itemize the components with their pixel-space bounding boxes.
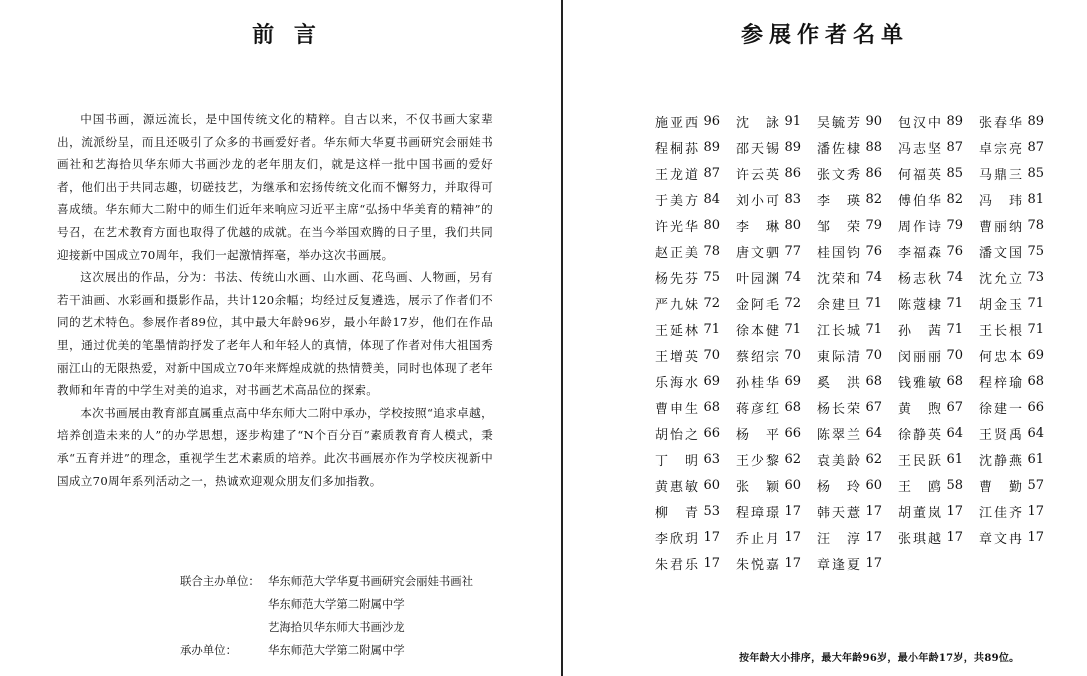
- artist-entry: [979, 290, 1059, 316]
- artist-age: 66: [703, 425, 720, 441]
- artist-age: 17: [784, 529, 801, 545]
- preface-paragraph-3: 本次书画展由教育部直属重点高中华东师大二附中承办，学校按照“追求卓越，培养创造未来的人”的办学思想，逐步构建了“N个百分百”素质教育育人模式，秉承“五育并进”的理念，重视学生艺术素质的培养。此次书画展亦作为学校庆视新中国成立70周年系列活动之一，热诚欢迎观众朋友们多加指教。: [57, 405, 493, 488]
- artist-entry: [979, 472, 1059, 498]
- artist-entry: [979, 524, 1059, 550]
- artist-age: 72: [703, 295, 720, 311]
- artist-entry: [655, 212, 736, 238]
- artist-name: 冯 玮: [979, 193, 1022, 209]
- artist-age: 67: [865, 399, 882, 415]
- artist-entry: [736, 160, 817, 186]
- artist-name: 乐海水: [655, 375, 698, 391]
- artist-age: 17: [865, 555, 882, 571]
- artist-age: 58: [946, 477, 963, 493]
- artist-entry: [817, 316, 898, 342]
- organizer-name: 华东师范大学第二附属中学: [268, 643, 405, 657]
- artist-age: 72: [784, 295, 801, 311]
- artist-age: 61: [946, 451, 963, 467]
- artist-name: 杨先芬: [655, 271, 698, 287]
- artist-entry: [979, 368, 1059, 394]
- artist-name: 邵天锡: [736, 141, 779, 157]
- organizer-label: [180, 593, 268, 616]
- artist-name: 朱悦嘉: [736, 557, 779, 573]
- artist-age: 69: [1027, 347, 1044, 363]
- artist-name: 张文秀: [817, 167, 860, 183]
- artist-entry: [736, 134, 817, 160]
- artist-age: 68: [946, 373, 963, 389]
- artist-age: 68: [1027, 373, 1044, 389]
- artist-name: 丁 明: [655, 453, 698, 469]
- artist-name: 袁美龄: [817, 453, 860, 469]
- artist-entry: [817, 160, 898, 186]
- artist-age: 63: [703, 451, 720, 467]
- artist-name: 章文冉: [979, 531, 1022, 547]
- organizer-name: 艺海拾贝华东师大书画沙龙: [268, 620, 405, 634]
- artist-entry: [655, 316, 736, 342]
- artist-entry: [817, 134, 898, 160]
- artist-entry: [979, 134, 1059, 160]
- artist-entry: [817, 498, 898, 524]
- artist-name: 潘佐棣: [817, 141, 860, 157]
- artist-name: 汪 淳: [817, 531, 860, 547]
- artist-age: 57: [1027, 477, 1044, 493]
- artist-entry: [898, 108, 979, 134]
- artist-entry: [736, 186, 817, 212]
- artist-age: 78: [1027, 217, 1044, 233]
- preface-title: 前 言: [252, 22, 322, 48]
- artist-age: 17: [784, 555, 801, 571]
- artist-name: 曹申生: [655, 401, 698, 417]
- artist-name: 黄 煦: [898, 401, 941, 417]
- artist-name: 李 琳: [736, 219, 779, 235]
- artist-age: 85: [946, 165, 963, 181]
- artist-entry: [655, 238, 736, 264]
- artist-age: 17: [865, 529, 882, 545]
- artist-age: 71: [865, 321, 882, 337]
- artist-name: 程梓瑜: [979, 375, 1022, 391]
- artist-name: 赵正美: [655, 245, 698, 261]
- artist-age: 89: [946, 113, 963, 129]
- artist-age: 71: [1027, 321, 1044, 337]
- artist-name: 刘小可: [736, 193, 779, 209]
- artist-name: 沈静燕: [979, 453, 1022, 469]
- artist-age: 85: [1027, 165, 1044, 181]
- artist-name: 沈荣和: [817, 271, 860, 287]
- artist-age: 17: [946, 529, 963, 545]
- artist-entry: [817, 550, 898, 576]
- artist-age: 90: [865, 113, 882, 129]
- artist-age: 83: [784, 191, 801, 207]
- artist-entry: [736, 498, 817, 524]
- artist-age: 78: [703, 243, 720, 259]
- artist-entry: [898, 134, 979, 160]
- artist-name: 何忠本: [979, 349, 1022, 365]
- artist-entry: [655, 550, 736, 576]
- artist-entry: [736, 472, 817, 498]
- artist-name: 周作诗: [898, 219, 941, 235]
- artist-entry: [655, 160, 736, 186]
- artist-name: 唐文驷: [736, 245, 779, 261]
- artist-name: 吴毓芳: [817, 115, 860, 131]
- artist-entry: [655, 394, 736, 420]
- artist-age: 60: [784, 477, 801, 493]
- artist-name: 程桐荪: [655, 141, 698, 157]
- artist-name: 杨志秋: [898, 271, 941, 287]
- artist-age: 86: [865, 165, 882, 181]
- artist-age: 70: [703, 347, 720, 363]
- artist-entry: [817, 342, 898, 368]
- artist-age: 74: [865, 269, 882, 285]
- artist-entry: [979, 420, 1059, 446]
- artist-name: 冯志坚: [898, 141, 941, 157]
- artist-age: 68: [784, 399, 801, 415]
- artist-age: 71: [703, 321, 720, 337]
- artist-entry: [655, 524, 736, 550]
- artist-age: 71: [784, 321, 801, 337]
- artist-entry: [979, 316, 1059, 342]
- artist-name: 黄惠敏: [655, 479, 698, 495]
- artist-name: 许光华: [655, 219, 698, 235]
- organizer-label: 联合主办单位：: [180, 574, 260, 588]
- artist-entry: [817, 472, 898, 498]
- artist-entry: [898, 446, 979, 472]
- artist-name: 孙桂华: [736, 375, 779, 391]
- artist-name: 王少黎: [736, 453, 779, 469]
- artist-name: 钱雅敏: [898, 375, 941, 391]
- artist-age: 17: [1027, 529, 1044, 545]
- artist-age: 79: [865, 217, 882, 233]
- artist-age: 89: [784, 139, 801, 155]
- artist-name: 胡金玉: [979, 297, 1022, 313]
- artist-age: 75: [703, 269, 720, 285]
- artist-age: 60: [865, 477, 882, 493]
- organizer-name: 华东师范大学华夏书画研究会丽娃书画社: [268, 574, 474, 588]
- artist-name: 严九妹: [655, 297, 698, 313]
- artist-age: 89: [1027, 113, 1044, 129]
- artist-entry: [655, 446, 736, 472]
- organizer-row: [180, 570, 473, 593]
- artist-entry: [817, 524, 898, 550]
- artist-name: 徐建一: [979, 401, 1022, 417]
- organizer-row: [180, 593, 473, 616]
- artist-name-grid: [655, 108, 1059, 576]
- artist-name: 李欣玥: [655, 531, 698, 547]
- artist-name: 李 瑛: [817, 193, 860, 209]
- artist-entry: [736, 342, 817, 368]
- artist-name: 朱君乐: [655, 557, 698, 573]
- artist-name: 闵丽丽: [898, 349, 941, 365]
- artist-age: 88: [865, 139, 882, 155]
- artist-age: 96: [703, 113, 720, 129]
- artist-entry: [898, 264, 979, 290]
- artist-entry: [736, 264, 817, 290]
- artist-age: 91: [784, 113, 801, 129]
- artist-name: 潘文国: [979, 245, 1022, 261]
- artist-entry: [979, 498, 1059, 524]
- artist-name: 蔡绍宗: [736, 349, 779, 365]
- artist-age: 82: [865, 191, 882, 207]
- artist-age: 61: [1027, 451, 1044, 467]
- artist-name: 王民跃: [898, 453, 941, 469]
- artist-name: 桂国钧: [817, 245, 860, 261]
- artist-entry: [898, 290, 979, 316]
- artist-entry: [898, 472, 979, 498]
- artist-name: 曹 勤: [979, 479, 1022, 495]
- artist-name: 陈翠兰: [817, 427, 860, 443]
- artist-entry: [898, 160, 979, 186]
- artist-age: 66: [1027, 399, 1044, 415]
- artist-name: 杨长荣: [817, 401, 860, 417]
- artist-name: 王长根: [979, 323, 1022, 339]
- artist-entry: [898, 394, 979, 420]
- artist-age: 64: [865, 425, 882, 441]
- artist-name: 李福森: [898, 245, 941, 261]
- artist-age: 17: [784, 503, 801, 519]
- preface-paragraph-1: 中国书画，源远流长，是中国传统文化的精粹。自古以来，不仅书画大家辈出，流派纷呈，而且还吸引了众多的书画爱好者。华东师大华夏书画研究会丽娃书画社和艺海拾贝华东师大书画沙龙的老年朋友们，就是这样一批中国书画的爱好者，他们出于共同志趣，切磋技艺，为继承和宏扬传统文化而不懈努力，并取得可喜成绩。华东师大二附中的师生们近年来响应习近平主席“弘扬中华美育的精神”的号召，在艺术教育方面也取得了优越的成就。在当今举国欢腾的日子里，我们共同迎接新中国成立70周年，我们一起激情挥毫，举办这次书画展。: [57, 112, 493, 262]
- artist-age: 84: [703, 191, 720, 207]
- artist-name: 章逢夏: [817, 557, 860, 573]
- artist-entry: [817, 290, 898, 316]
- artist-entry: [736, 368, 817, 394]
- artist-age: 69: [784, 373, 801, 389]
- artist-entry: [898, 238, 979, 264]
- artist-entry: [979, 108, 1059, 134]
- artist-name: 江长城: [817, 323, 860, 339]
- artist-entry: [736, 316, 817, 342]
- artist-age: 64: [946, 425, 963, 441]
- artist-name: 徐本健: [736, 323, 779, 339]
- artist-age: 86: [784, 165, 801, 181]
- artist-age: 87: [1027, 139, 1044, 155]
- artist-name: 张琪越: [898, 531, 941, 547]
- organizer-name: 华东师范大学第二附属中学: [268, 597, 405, 611]
- artist-name: 于美方: [655, 193, 698, 209]
- artist-name: 王延林: [655, 323, 698, 339]
- artist-entry: [979, 160, 1059, 186]
- artist-age: 64: [1027, 425, 1044, 441]
- artist-name: 徐静英: [898, 427, 941, 443]
- artist-age: 76: [865, 243, 882, 259]
- artist-entry: [979, 186, 1059, 212]
- artist-age: 77: [784, 243, 801, 259]
- artist-entry: [979, 238, 1059, 264]
- artist-age: 71: [865, 295, 882, 311]
- artist-age: 69: [703, 373, 720, 389]
- artist-entry: [898, 498, 979, 524]
- artist-entry: [817, 108, 898, 134]
- artist-age: 80: [784, 217, 801, 233]
- organizer-row: [180, 639, 473, 662]
- artist-entry: [898, 342, 979, 368]
- artist-name: 王 鸥: [898, 479, 941, 495]
- artist-entry: [817, 394, 898, 420]
- artist-age: 70: [784, 347, 801, 363]
- organizer-label: [180, 616, 268, 639]
- artist-name: 沈允立: [979, 271, 1022, 287]
- artist-list-page: [563, 0, 1087, 676]
- artist-name: 蒋彦红: [736, 401, 779, 417]
- artist-age: 70: [865, 347, 882, 363]
- artist-entry: [979, 446, 1059, 472]
- artist-age: 17: [865, 503, 882, 519]
- artist-name: 王龙道: [655, 167, 698, 183]
- artist-entry: [817, 368, 898, 394]
- artist-entry: [898, 212, 979, 238]
- artist-age: 68: [703, 399, 720, 415]
- artist-age: 70: [946, 347, 963, 363]
- artist-entry: [655, 368, 736, 394]
- artist-entry: [817, 264, 898, 290]
- artist-name: 乔止月: [736, 531, 779, 547]
- artist-name: 傅伯华: [898, 193, 941, 209]
- artist-name: 许云英: [736, 167, 779, 183]
- artist-name: 余建旦: [817, 297, 860, 313]
- artist-name: 金阿毛: [736, 297, 779, 313]
- artist-entry: [655, 498, 736, 524]
- artist-age: 71: [1027, 295, 1044, 311]
- artist-list-title: 参展作者名单: [740, 22, 909, 48]
- artist-entry: [817, 420, 898, 446]
- artist-age: 68: [865, 373, 882, 389]
- artist-age: 17: [946, 503, 963, 519]
- artist-name: 杨 平: [736, 427, 779, 443]
- artist-entry: [655, 420, 736, 446]
- artist-name: 杨 玲: [817, 479, 860, 495]
- artist-entry: [736, 524, 817, 550]
- organizer-list: [180, 570, 473, 662]
- artist-name: 施亚西: [655, 115, 698, 131]
- artist-entry: [898, 316, 979, 342]
- artist-name: 马鼎三: [979, 167, 1022, 183]
- artist-entry: [655, 290, 736, 316]
- artist-age: 81: [1027, 191, 1044, 207]
- artist-name: 胡怡之: [655, 427, 698, 443]
- artist-name: 张 颖: [736, 479, 779, 495]
- artist-entry: [898, 524, 979, 550]
- artist-age: 17: [703, 529, 720, 545]
- artist-age: 82: [946, 191, 963, 207]
- artist-name: 曹丽纳: [979, 219, 1022, 235]
- artist-entry: [736, 420, 817, 446]
- artist-entry: [655, 186, 736, 212]
- artist-age: 74: [784, 269, 801, 285]
- artist-entry: [979, 342, 1059, 368]
- artist-age: 60: [703, 477, 720, 493]
- artist-age: 71: [946, 295, 963, 311]
- artist-name: 沈 詠: [736, 115, 779, 131]
- artist-name: 奚 洪: [817, 375, 860, 391]
- artist-name: 张春华: [979, 115, 1022, 131]
- artist-age: 62: [865, 451, 882, 467]
- artist-entry: [817, 446, 898, 472]
- artist-entry: [736, 212, 817, 238]
- artist-age: 87: [703, 165, 720, 181]
- artist-entry: [898, 420, 979, 446]
- artist-entry: [655, 342, 736, 368]
- artist-entry: [979, 394, 1059, 420]
- artist-entry: [655, 264, 736, 290]
- artist-age: 87: [946, 139, 963, 155]
- artist-age: 89: [703, 139, 720, 155]
- artist-entry: [979, 212, 1059, 238]
- artist-age: 79: [946, 217, 963, 233]
- artist-entry: [655, 108, 736, 134]
- artist-entry: [898, 368, 979, 394]
- artist-name: 江佳齐: [979, 505, 1022, 521]
- organizer-row: [180, 616, 473, 639]
- artist-name: 東际清: [817, 349, 860, 365]
- artist-entry: [736, 108, 817, 134]
- artist-entry: [736, 290, 817, 316]
- artist-entry: [898, 186, 979, 212]
- preface-paragraph-2: 这次展出的作品，分为：书法、传统山水画、山水画、花鸟画、人物画，另有若干油画、水彩画和摄影作品，共计120余幅；均经过反复遴选，展示了作者们不同的艺术特色。参展作者89位，其中最大年龄96岁，最小年龄17岁，他们在作品里，通过优美的笔墨情韵抒发了老年人和年轻人的真情，体现了作者对伟大祖国秀丽江山的无限热爱，对新中国成立70年来辉煌成就的热情赞美，同时也体现了老年教师和年青的中学生对美的追求，对书画艺术高品位的探索。: [57, 270, 493, 398]
- artist-name: 陈蔻棣: [898, 297, 941, 313]
- artist-age: 76: [946, 243, 963, 259]
- list-footnote: 按年龄大小排序，最大年龄96岁，最小年龄17岁，共89位。: [739, 653, 1020, 664]
- artist-name: 邹 荣: [817, 219, 860, 235]
- artist-age: 62: [784, 451, 801, 467]
- artist-name: 王增英: [655, 349, 698, 365]
- artist-name: 韩天薏: [817, 505, 860, 521]
- artist-entry: [736, 446, 817, 472]
- organizer-label: 承办单位：: [180, 643, 237, 657]
- artist-entry: [736, 550, 817, 576]
- artist-entry: [736, 394, 817, 420]
- artist-age: 73: [1027, 269, 1044, 285]
- artist-name: 包汉中: [898, 115, 941, 131]
- artist-age: 66: [784, 425, 801, 441]
- artist-age: 74: [946, 269, 963, 285]
- artist-entry: [736, 238, 817, 264]
- artist-name: 何福英: [898, 167, 941, 183]
- artist-entry: [655, 134, 736, 160]
- artist-age: 75: [1027, 243, 1044, 259]
- artist-age: 80: [703, 217, 720, 233]
- artist-name: 胡董岚: [898, 505, 941, 521]
- artist-age: 53: [703, 503, 720, 519]
- artist-entry: [817, 212, 898, 238]
- artist-age: 17: [703, 555, 720, 571]
- artist-name: 孙 茜: [898, 323, 941, 339]
- artist-name: 程璋璟: [736, 505, 779, 521]
- artist-age: 71: [946, 321, 963, 337]
- artist-entry: [979, 264, 1059, 290]
- artist-name: 王贤禹: [979, 427, 1022, 443]
- artist-entry: [817, 186, 898, 212]
- artist-name: 卓宗亮: [979, 141, 1022, 157]
- artist-name: 叶园渊: [736, 271, 779, 287]
- artist-name: 柳 青: [655, 505, 698, 521]
- artist-age: 67: [946, 399, 963, 415]
- artist-age: 17: [1027, 503, 1044, 519]
- artist-entry: [817, 238, 898, 264]
- artist-entry: [655, 472, 736, 498]
- preface-body: [57, 108, 493, 492]
